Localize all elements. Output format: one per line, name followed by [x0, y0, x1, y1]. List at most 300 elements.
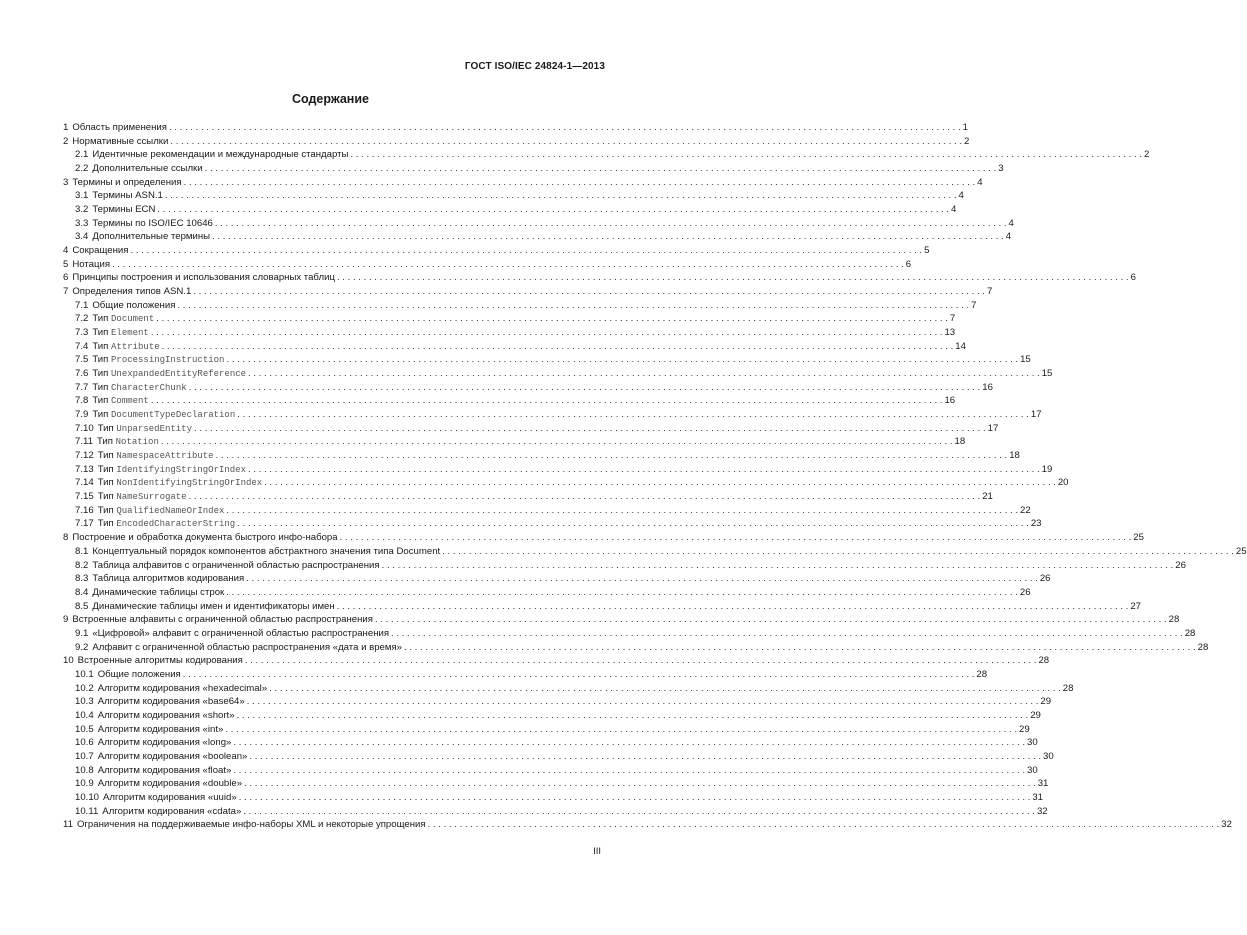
toc-entry-number: 7.10 [75, 422, 94, 434]
toc-entry[interactable] [63, 203, 957, 217]
toc-entry[interactable] [63, 463, 1053, 477]
toc-entry-page: 26 [1175, 559, 1186, 571]
toc-entry-number: 4 [63, 245, 69, 257]
toc-entry-number: 10.4 [75, 709, 94, 721]
toc-entry-title-text: Динамические таблицы имен и идентификаторы имен [92, 600, 335, 612]
toc-entry-page: 28 [1062, 682, 1074, 694]
toc-entry[interactable] [63, 805, 1048, 819]
toc-entry-title-text: Динамические таблицы строк [92, 586, 225, 598]
toc-entry-title-text: Дополнительные термины [92, 231, 211, 243]
toc-entry-page: 16 [982, 381, 993, 393]
toc-entry-title [92, 586, 224, 600]
toc-leader-dots [216, 449, 1008, 463]
toc-entry-number: 10.7 [75, 750, 94, 762]
toc-entry-title [98, 736, 232, 750]
toc-entry-title [98, 723, 224, 737]
toc-entry-number: 10 [63, 655, 74, 667]
toc-entry-number: 7 [63, 286, 69, 298]
toc-leader-dots [226, 353, 1018, 367]
toc-entry-page: 30 [1027, 737, 1038, 749]
toc-entry-title-text: «Цифровой» алфавит с ограниченной областью распространения [92, 627, 390, 639]
toc-entry-page: 15 [1020, 354, 1031, 366]
toc-entry-title-text: Определения типов ASN.1 [72, 286, 192, 298]
toc-entry[interactable] [63, 449, 1020, 463]
toc-entry-title [72, 271, 335, 285]
toc-entry-page: 22 [1020, 504, 1031, 516]
toc-entry-number: 8.2 [75, 559, 89, 571]
toc-entry-page: 29 [1040, 696, 1052, 708]
toc-entry-page: 18 [954, 436, 966, 448]
toc-entry-number: 7.8 [75, 395, 89, 407]
toc-entry-page: 26 [1019, 586, 1031, 598]
toc-entry[interactable] [63, 135, 970, 149]
toc-entry-title [98, 777, 242, 791]
toc-entry-title-text: Тип [92, 395, 109, 407]
toc-entry-page: 30 [1027, 764, 1038, 776]
toc-entry[interactable] [63, 148, 1150, 162]
toc-entry[interactable] [63, 517, 1042, 531]
toc-entry-title [92, 230, 210, 244]
toc-entry-title-text: Концептуальный порядок компонентов абстрактного значения типа Document [92, 545, 441, 557]
toc-entry-page: 7 [986, 286, 993, 298]
toc-entry-page: 17 [1030, 409, 1042, 421]
toc-entry-title [98, 709, 235, 723]
toc-entry-title-text: Тип [97, 491, 114, 503]
toc-entry[interactable] [63, 818, 1232, 832]
toc-entry[interactable] [63, 353, 1031, 367]
toc-entry-type-code: UnexpandedEntityReference [111, 369, 247, 380]
toc-entry-number: 7.6 [75, 368, 89, 380]
toc-entry-page: 25 [1235, 545, 1247, 557]
toc-entry-number: 10.5 [75, 723, 94, 735]
toc-entry-number: 9.1 [75, 627, 89, 639]
toc-entry-number: 8.5 [75, 600, 89, 612]
toc-entry-type-code: NonIdentifyingStringOrIndex [116, 478, 263, 489]
toc-leader-dots [428, 818, 1220, 832]
toc-entry-title [102, 805, 241, 819]
toc-entry[interactable] [63, 381, 993, 395]
toc-entry-page: 4 [951, 204, 957, 216]
toc-entry-page: 20 [1057, 477, 1069, 489]
toc-entry-number: 3.3 [75, 217, 89, 229]
toc-entry[interactable] [63, 367, 1053, 381]
toc-leader-dots [189, 490, 981, 504]
toc-entry-page: 2 [964, 135, 970, 147]
toc-entry-title-text: Общие положения [92, 299, 176, 311]
toc-entry-title [98, 463, 246, 478]
toc-leader-dots [184, 176, 976, 190]
toc-entry[interactable] [63, 422, 999, 436]
toc-leader-dots [169, 121, 961, 135]
toc-entry[interactable] [63, 244, 930, 258]
toc-entry-page: 16 [944, 395, 956, 407]
toc-leader-dots [375, 613, 1167, 627]
toc-entry-number: 7.16 [75, 504, 94, 516]
toc-entry-title-text: Алгоритм кодирования «int» [97, 723, 224, 735]
toc-entry-title [92, 326, 148, 341]
toc-entry[interactable] [63, 326, 956, 340]
toc-entry[interactable] [63, 312, 956, 326]
toc-entry-page: 7 [949, 313, 956, 325]
toc-entry-title [78, 654, 243, 668]
toc-entry-type-code: IdentifyingStringOrIndex [116, 464, 246, 475]
toc-entry-number: 3.2 [75, 204, 89, 216]
toc-entry[interactable] [63, 586, 1031, 600]
toc-entry-title [72, 176, 181, 190]
toc-leader-dots [340, 531, 1132, 545]
toc-entry[interactable] [63, 121, 968, 135]
toc-entry-title [92, 353, 224, 368]
toc-entry-title [92, 381, 186, 396]
toc-leader-dots [350, 148, 1142, 162]
toc-entry-title-text: Алгоритм кодирования «uuid» [103, 791, 237, 803]
toc-entry-page: 27 [1130, 600, 1142, 612]
toc-entry-number: 2.1 [75, 149, 89, 161]
toc-entry-page: 29 [1019, 723, 1030, 735]
toc-entry-title-text: Тип [92, 368, 109, 380]
toc-entry-page: 6 [905, 258, 912, 270]
toc-entry-number: 3.1 [75, 190, 89, 202]
toc-entry[interactable] [63, 230, 1012, 244]
toc-entry-number: 6 [63, 272, 69, 284]
toc-entry-number: 9 [63, 614, 69, 626]
toc-entry[interactable] [63, 791, 1044, 805]
toc-entry-type-code: Comment [111, 396, 149, 407]
toc-leader-dots [243, 805, 1035, 819]
toc-entry[interactable] [63, 600, 1142, 614]
toc-entry-title [98, 517, 236, 532]
toc-entry-number: 9.2 [75, 641, 89, 653]
toc-entry-number: 7.3 [75, 327, 89, 339]
toc-leader-dots [170, 135, 962, 149]
toc-leader-dots [157, 203, 949, 217]
toc-entry-page: 13 [944, 327, 956, 339]
toc-entry-page: 29 [1030, 709, 1041, 721]
toc-leader-dots [165, 189, 957, 203]
toc-leader-dots [239, 791, 1031, 805]
toc-entry-number: 10.11 [75, 805, 99, 817]
toc-entry-type-code: NamespaceAttribute [116, 451, 214, 462]
toc-entry-page: 26 [1039, 573, 1051, 585]
toc-entry-type-code: DocumentTypeDeclaration [111, 410, 236, 421]
toc-leader-dots [205, 162, 997, 176]
toc-entry-title-text: Дополнительные ссылки [92, 163, 203, 175]
toc-leader-dots [246, 572, 1038, 586]
toc-entry-page: 6 [1130, 272, 1136, 284]
toc-entry-title [72, 244, 128, 258]
toc-entry[interactable] [63, 340, 966, 354]
toc-entry[interactable] [63, 627, 1196, 641]
toc-entry-page: 28 [1038, 655, 1050, 667]
toc-leader-dots [237, 517, 1029, 531]
toc-entry-page: 3 [998, 163, 1004, 175]
toc-entry-type-code: NameSurrogate [116, 492, 187, 503]
toc-entry-number: 3 [63, 176, 69, 188]
toc-entry-title-text: Алгоритм кодирования «double» [97, 778, 243, 790]
toc-leader-dots [391, 627, 1183, 641]
toc-entry-number: 8.4 [75, 586, 89, 598]
toc-entry[interactable] [63, 572, 1051, 586]
toc-entry[interactable] [63, 435, 966, 449]
toc-leader-dots [156, 312, 948, 326]
toc-entry[interactable] [63, 736, 1038, 750]
toc-entry-number: 7.7 [75, 381, 89, 393]
toc-entry[interactable] [63, 668, 988, 682]
toc-entry-type-code: Document [111, 314, 155, 325]
toc-leader-dots [247, 695, 1039, 709]
toc-entry-title [98, 504, 225, 519]
toc-entry-title [98, 764, 232, 778]
toc-entry-page: 4 [1008, 217, 1014, 229]
toc-entry-number: 1 [63, 122, 69, 133]
toc-leader-dots [177, 299, 969, 313]
toc-leader-dots [245, 654, 1037, 668]
toc-entry[interactable] [63, 490, 993, 504]
toc-entry-title [98, 682, 267, 696]
toc-entry-page: 28 [1184, 627, 1196, 639]
toc-entry-title [98, 490, 187, 505]
toc-entry-title-text: Нормативные ссылки [72, 135, 169, 147]
toc-entry-page: 1 [962, 122, 968, 133]
toc-entry[interactable] [63, 559, 1186, 573]
toc-entry-title [92, 367, 246, 382]
toc-entry[interactable] [63, 545, 1247, 559]
toc-entry-title [92, 340, 159, 355]
toc-entry[interactable] [63, 723, 1030, 737]
toc-entry-title-text: Общие положения [97, 668, 181, 680]
toc-entry-title [103, 791, 237, 805]
toc-entry-title [92, 299, 175, 313]
toc-entry-title-text: Тип [92, 354, 109, 366]
toc-leader-dots [226, 504, 1018, 518]
toc-entry-number: 7.9 [75, 409, 89, 421]
toc-entry-title [92, 559, 379, 573]
toc-entry-title-text: Тип [97, 477, 114, 489]
toc-entry-title [98, 695, 245, 709]
toc-entry-title [72, 531, 337, 545]
toc-entry-title [72, 258, 110, 272]
toc-entry-title [92, 203, 155, 217]
toc-entry-number: 10.10 [75, 791, 100, 803]
toc-entry-title [72, 135, 168, 149]
toc-entry[interactable] [63, 613, 1180, 627]
toc-entry-title-text: Тип [97, 504, 114, 516]
toc-entry-number: 7.17 [75, 518, 94, 530]
toc-entry-number: 7.11 [75, 436, 93, 448]
toc-entry-page: 23 [1030, 518, 1042, 530]
toc-entry-number: 8.3 [75, 573, 89, 585]
toc-entry-page: 7 [971, 299, 977, 311]
toc-entry-title [92, 572, 244, 586]
toc-entry-type-code: EncodedCharacterString [116, 519, 236, 530]
toc-entry-title-text: Термины ECN [92, 204, 156, 216]
toc-entry-page: 28 [1197, 641, 1209, 653]
toc-entry-page: 14 [955, 340, 966, 352]
toc-entry-title [92, 408, 235, 423]
toc-entry[interactable] [63, 654, 1050, 668]
toc-entry[interactable] [63, 394, 956, 408]
toc-leader-dots [237, 709, 1029, 723]
toc-entry[interactable] [63, 531, 1144, 545]
toc-entry-number: 8.1 [75, 545, 89, 557]
toc-entry-title-text: Алгоритм кодирования «base64» [97, 696, 245, 708]
toc-entry-title [97, 435, 159, 450]
toc-entry-number: 10.9 [75, 778, 94, 790]
toc-leader-dots [161, 435, 953, 449]
toc-entry-page: 32 [1221, 819, 1232, 831]
toc-entry-page: 31 [1037, 778, 1049, 790]
toc-leader-dots [189, 381, 981, 395]
toc-entry[interactable] [63, 682, 1074, 696]
toc-entry-title [92, 545, 440, 559]
toc-entry-title-text: Сокращения [72, 245, 129, 257]
toc-entry-title [92, 627, 389, 641]
toc-leader-dots [151, 326, 943, 340]
toc-leader-dots [244, 777, 1036, 791]
toc-entry[interactable] [63, 217, 1014, 231]
toc-entry-title-text: Тип [92, 340, 109, 352]
toc-entry[interactable] [63, 258, 912, 272]
toc-leader-dots [183, 668, 975, 682]
toc-entry-title-text: Тип [97, 463, 114, 475]
toc-entry-title [98, 476, 263, 491]
toc-entry-page: 15 [1041, 368, 1053, 380]
toc-leader-dots [237, 408, 1029, 422]
toc-entry[interactable] [63, 408, 1042, 422]
toc-entry-title [72, 121, 167, 135]
toc-entry-title [72, 613, 373, 627]
toc-entry-title [92, 162, 202, 176]
document-standard-header: ГОСТ ISO/IEC 24824-1—2013 [464, 61, 605, 72]
toc-leader-dots [233, 736, 1025, 750]
toc-entry-number: 10.2 [75, 682, 94, 694]
toc-entry-title-text: Область применения [72, 122, 167, 133]
toc-leader-dots [226, 586, 1018, 600]
toc-entry-title-text: Таблица алфавитов с ограниченной областью распространения [92, 559, 380, 571]
toc-entry-page: 17 [987, 422, 999, 434]
toc-entry-title-text: Алгоритм кодирования «float» [97, 764, 232, 776]
toc-entry-type-code: UnparsedEntity [116, 423, 192, 434]
toc-entry-page: 32 [1036, 805, 1048, 817]
toc-entry[interactable] [63, 271, 1136, 285]
toc-leader-dots [162, 340, 954, 354]
toc-entry-number: 5 [63, 258, 69, 270]
toc-entry-title-text: Тип [97, 450, 114, 462]
toc-entry-title [72, 285, 191, 299]
toc-leader-dots [193, 285, 985, 299]
toc-leader-dots [249, 750, 1041, 764]
toc-entry-title [92, 394, 148, 409]
toc-entry[interactable] [63, 695, 1052, 709]
toc-leader-dots [233, 764, 1025, 778]
toc-entry-number: 10.8 [75, 764, 94, 776]
toc-entry-type-code: Notation [115, 437, 159, 448]
toc-entry[interactable] [63, 285, 993, 299]
toc-entry-title-text: Термины ASN.1 [92, 190, 163, 202]
toc-leader-dots [215, 217, 1007, 231]
toc-entry-page: 4 [1005, 231, 1012, 243]
toc-entry-title-text: Принципы построения и использования словарных таблиц [72, 272, 335, 284]
toc-entry-page: 18 [1009, 450, 1020, 462]
toc-entry-number: 3.4 [75, 231, 89, 243]
toc-entry-title [98, 668, 181, 682]
toc-entry-title [98, 449, 214, 464]
toc-entry[interactable] [63, 176, 983, 190]
toc-entry-title [92, 312, 154, 327]
toc-entry[interactable] [63, 641, 1209, 655]
toc-entry-page: 30 [1043, 750, 1054, 762]
table-of-contents [63, 121, 1247, 832]
toc-entry[interactable] [63, 504, 1031, 518]
toc-entry-page: 28 [1168, 614, 1180, 626]
toc-entry[interactable] [63, 750, 1054, 764]
toc-entry-number: 10.6 [75, 737, 94, 749]
toc-entry-title-text: Идентичные рекомендации и международные стандарты [92, 149, 349, 161]
toc-entry-number: 10.3 [75, 696, 94, 708]
toc-entry-number: 7.2 [75, 313, 89, 325]
toc-entry[interactable] [63, 764, 1038, 778]
toc-entry-title [92, 600, 334, 614]
toc-entry-type-code: QualifiedNameOrIndex [116, 505, 225, 516]
toc-entry-title-text: Нотация [72, 258, 111, 270]
toc-entry-title [92, 641, 402, 655]
toc-entry-title-text: Построение и обработка документа быстрого инфо-набора [72, 532, 338, 544]
toc-entry-title [92, 189, 163, 203]
toc-entry-page: 25 [1133, 532, 1144, 544]
toc-entry-page: 4 [977, 176, 983, 188]
toc-leader-dots [130, 244, 922, 258]
toc-entry-title [92, 217, 213, 231]
toc-entry-title-text: Встроенные алгоритмы кодирования [77, 655, 243, 667]
toc-leader-dots [337, 271, 1129, 285]
toc-entry-number: 7.13 [75, 463, 94, 475]
toc-entry-number: 7.5 [75, 354, 89, 366]
toc-entry-number: 10.1 [75, 668, 94, 680]
toc-entry-title-text: Тип [96, 436, 113, 448]
toc-entry-title-text: Термины по ISO/IEC 10646 [92, 217, 213, 229]
toc-entry[interactable] [63, 777, 1049, 791]
toc-entry-type-code: ProcessingInstruction [111, 355, 225, 366]
toc-entry-title-text: Ограничения на поддерживаемые инфо-наборы XML и некоторые упрощения [76, 819, 426, 831]
toc-entry-number: 2 [63, 135, 69, 147]
toc-leader-dots [194, 422, 986, 436]
toc-entry-number: 11 [63, 819, 73, 831]
toc-leader-dots [269, 682, 1061, 696]
toc-entry[interactable] [63, 299, 977, 313]
toc-leader-dots [264, 476, 1056, 490]
toc-leader-dots [248, 463, 1040, 477]
toc-entry-page: 4 [958, 190, 964, 202]
toc-entry-title-text: Тип [92, 313, 109, 325]
toc-entry-type-code: CharacterChunk [111, 382, 187, 393]
toc-entry-title-text: Алгоритм кодирования «long» [97, 737, 232, 749]
page-number: III [593, 846, 601, 857]
toc-entry[interactable] [63, 162, 1004, 176]
toc-entry-title-text: Тип [92, 381, 109, 393]
toc-leader-dots [112, 258, 904, 272]
toc-leader-dots [382, 559, 1174, 573]
toc-entry[interactable] [63, 189, 964, 203]
toc-entry-title [77, 818, 426, 832]
toc-leader-dots [337, 600, 1129, 614]
toc-entry-number: 2.2 [75, 163, 89, 175]
toc-entry[interactable] [63, 709, 1041, 723]
toc-entry-title-text: Алгоритм кодирования «hexadecimal» [97, 682, 268, 694]
toc-entry-title-text: Термины и определения [72, 176, 182, 188]
toc-entry-title-text: Алгоритм кодирования «short» [97, 709, 235, 721]
toc-entry[interactable] [63, 476, 1069, 490]
toc-entry-type-code: Element [111, 328, 149, 339]
